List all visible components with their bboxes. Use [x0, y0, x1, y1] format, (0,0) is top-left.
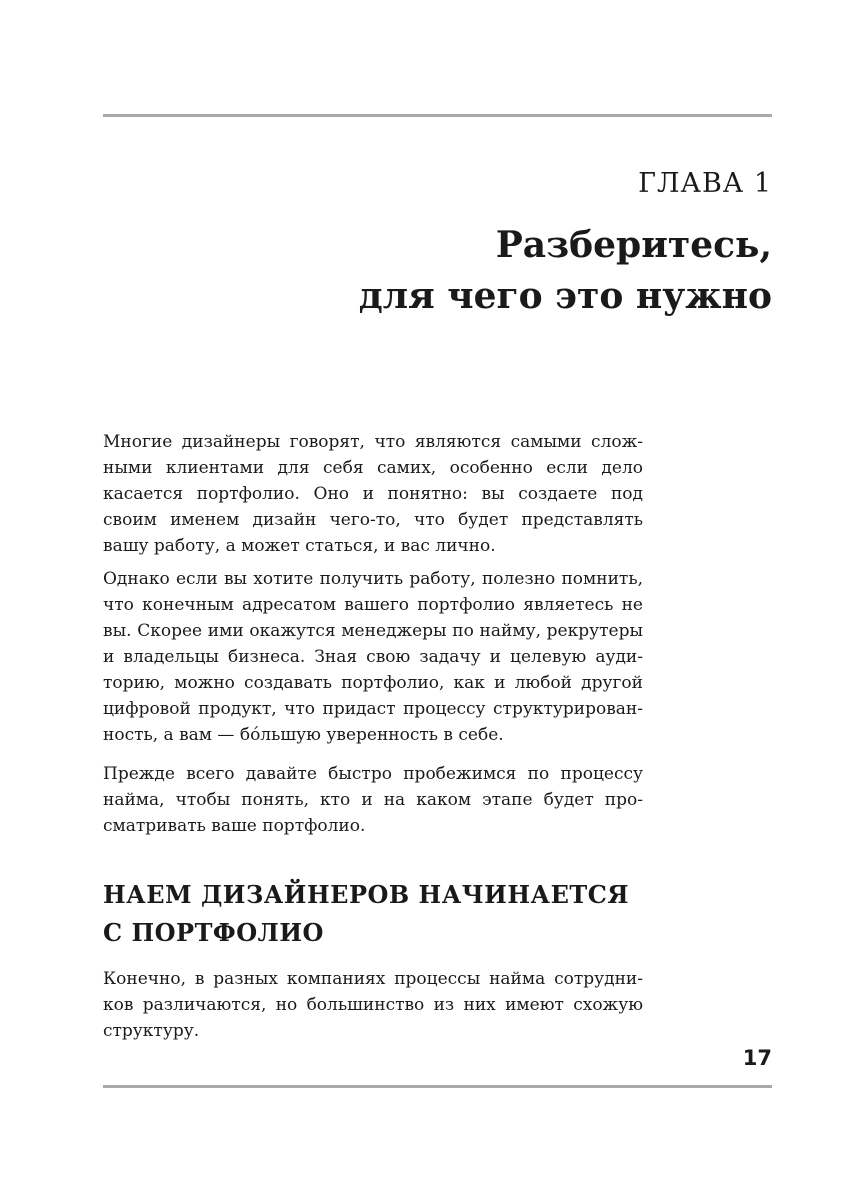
text-line: найма, чтобы понять, кто и на каком этапе будет про-: [103, 790, 643, 810]
text-line: своим именем дизайн чего-то, что будет представлять: [103, 510, 643, 530]
text-line: цифровой продукт, что придаст процессу структурирован-: [103, 699, 643, 719]
page-number: 17: [742, 1046, 772, 1070]
text-line: Конечно, в разных компаниях процессы найма сотрудни-: [103, 969, 643, 989]
paragraph: [103, 761, 643, 839]
text-line: Многие дизайнеры говорят, что являются самыми слож-: [103, 432, 643, 452]
text-line: вы. Скорее ими окажутся менеджеры по найму, рекрутеры: [103, 621, 643, 641]
section-heading-line: НАЕМ ДИЗАЙНЕРОВ НАЧИНАЕТСЯ: [103, 880, 629, 909]
bottom-rule: [103, 1085, 772, 1088]
chapter-title-line: Разберитесь,: [495, 224, 772, 266]
text-line: Прежде всего давайте быстро пробежимся по процессу: [103, 764, 643, 784]
text-line: торию, можно создавать портфолио, как и любой другой: [103, 673, 643, 693]
text-line: сматривать ваше портфолио.: [103, 816, 366, 836]
chapter-title-line: для чего это нужно: [358, 275, 772, 317]
section-heading-line: С ПОРТФОЛИО: [103, 918, 324, 947]
text-line: структуру.: [103, 1021, 200, 1041]
text-line: ными клиентами для себя самих, особенно если дело: [103, 458, 643, 478]
text-line: ков различаются, но большинство из них имеют схожую: [103, 995, 643, 1015]
text-line: вашу работу, а может статься, и вас лично.: [103, 536, 496, 556]
paragraph: [103, 566, 643, 748]
chapter-label: ГЛАВА 1: [638, 168, 772, 199]
text-line: касается портфолио. Оно и понятно: вы создаете под: [103, 484, 643, 504]
text-line: что конечным адресатом вашего портфолио являетесь не: [103, 595, 643, 615]
paragraph: [103, 966, 643, 1044]
top-rule: [103, 114, 772, 117]
paragraph: [103, 429, 643, 559]
text-line: Однако если вы хотите получить работу, полезно помнить,: [103, 569, 643, 589]
text-line: ность, а вам — бóльшую уверенность в себе.: [103, 725, 504, 745]
text-line: и владельцы бизнеса. Зная свою задачу и целевую ауди-: [103, 647, 643, 667]
chapter-title: [359, 220, 772, 322]
section-heading: [103, 876, 663, 952]
